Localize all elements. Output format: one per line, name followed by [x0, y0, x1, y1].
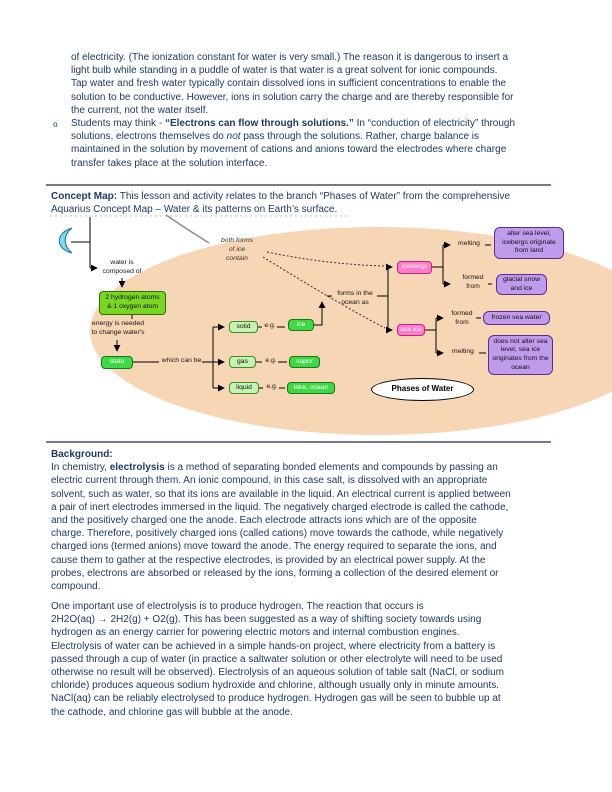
- label-energy-needed: energy is needed to change water's: [91, 320, 145, 336]
- node-state: state: [101, 356, 133, 369]
- node-lake-ocean: lake, ocean: [287, 382, 335, 394]
- label-eg-liquid: e.g.: [266, 383, 278, 390]
- label-eg-gas: e.g.: [265, 357, 277, 364]
- node-iceberg-melting-effect: alter sea level, icebergs originate from land: [494, 227, 564, 259]
- label-water-composed-of: water is composed of: [102, 259, 142, 275]
- section-divider-bottom: [46, 441, 551, 443]
- node-hydrogen-oxygen: 2 hydrogen atoms & 1 oxygen atom: [99, 291, 166, 315]
- node-seaice-origin: frozen sea water: [483, 311, 550, 325]
- label-forms-in-ocean: forms in the ocean as: [337, 290, 373, 306]
- label-melting-seaice: melting: [452, 348, 474, 355]
- node-sea-ice: sea ice: [397, 324, 425, 336]
- node-iceberg-origin: glacial snow and ice: [496, 274, 547, 295]
- parent-link-curve: [166, 215, 209, 243]
- node-vapor: vapor: [289, 356, 320, 368]
- node-icebergs: icebergs: [397, 261, 432, 274]
- electrolysis-hydrogen-paragraph: One important use of electrolysis is to produce hydrogen. The reaction that occurs is 2H2O(aq) → 2H2(g) + O2(g). This has been suggested as a way of shifting society towards using hydrogen as an energy carrier for powering electric motors and internal combustion engines. Electrolysis of water can be achieved in a simple hands-on project, where electricity from a battery is passed through a cup of water (in practice a saltwater solution or other electrolyte will need to be used otherwise no result will be observed). Electrolysis of an aqueous solution of table salt (NaCl, or sodium chloride) produces aqueous sodium hydroxide and chlorine, although usually only in minute amounts. NaCl(aq) can be reliably electrolysed to produce hydrogen. Hydrogen gas will be seen to bubble up at the cathode, and chlorine gas will bubble at the anode.: [51, 601, 504, 718]
- concept-map-paragraph: Concept Map: This lesson and activity relates to the branch “Phases of Water” from the comprehensive Aquarius Concept Map – Water & its patterns on Earth’s surface.: [51, 191, 511, 216]
- water-node-crescent-icon: [59, 228, 72, 253]
- background-paragraph: Background: In chemistry, electrolysis is a method of separating bonded elements and compounds by passing an electric current through them. An ionic compound, in this case salt, is dissolved with an appropriate solvent, such as water, so that its ions are available in the liquid. An electrical current is applied between a pair of inert electrodes immersed in the liquid. The negatively charged electrode is called the cathode, and the positively charged one the anode. Each electrode attracts ions which are of the opposite charge. Therefore, positively charged ions (called cations) move towards the cathode, while negatively charged ions (termed anions) move toward the anode. The energy required to separate the ions, and cause them to gather at the respective electrodes, is provided by an electrical power supply. At the probes, electrons are absorbed or released by the ions, forming a collection of the desired element or compound.: [51, 449, 511, 593]
- misconception-bullet-paragraph: Students may think - “Electrons can flow through solutions.” In “conduction of electricity” through solutions, electrons themselves do not pass through the solutions. Rather, charge balance is maintained in the solution by movement of cations and anions toward the electrodes where charge transfer takes place at the solution interface.: [71, 118, 516, 169]
- label-formed-from-icebergs: formed from: [462, 274, 484, 290]
- label-which-can-be: which can be: [161, 357, 202, 364]
- section-divider-top: [46, 184, 551, 186]
- node-solid: solid: [229, 321, 258, 333]
- label-melting-icebergs: melting: [458, 240, 480, 247]
- node-ice: ice: [288, 319, 314, 331]
- node-liquid: liquid: [229, 382, 259, 394]
- node-gas: gas: [229, 356, 256, 368]
- label-eg-solid: e.g.: [264, 322, 276, 329]
- bullet-marker: o: [53, 119, 58, 129]
- node-phases-of-water: Phases of Water: [371, 378, 474, 401]
- label-formed-from-seaice: formed from: [451, 310, 473, 326]
- label-both-forms-contain: both forms of ice contain: [220, 237, 254, 262]
- intro-paragraph: of electricity. (The ionization constant for water is very small.) The reason it is dangerous to insert a light bulb while standing in a puddle of water is that water is a great solvent for ionic compounds. Tap water and fresh water typically contain dissolved ions in sufficient concentrations to enable the solution to be conductive. However, ions in solution carry the charge and are thereby responsible for the current, not the water itself.: [71, 52, 514, 116]
- node-seaice-melting-effect: does not alter sea level, sea ice originates from the ocean: [488, 335, 553, 375]
